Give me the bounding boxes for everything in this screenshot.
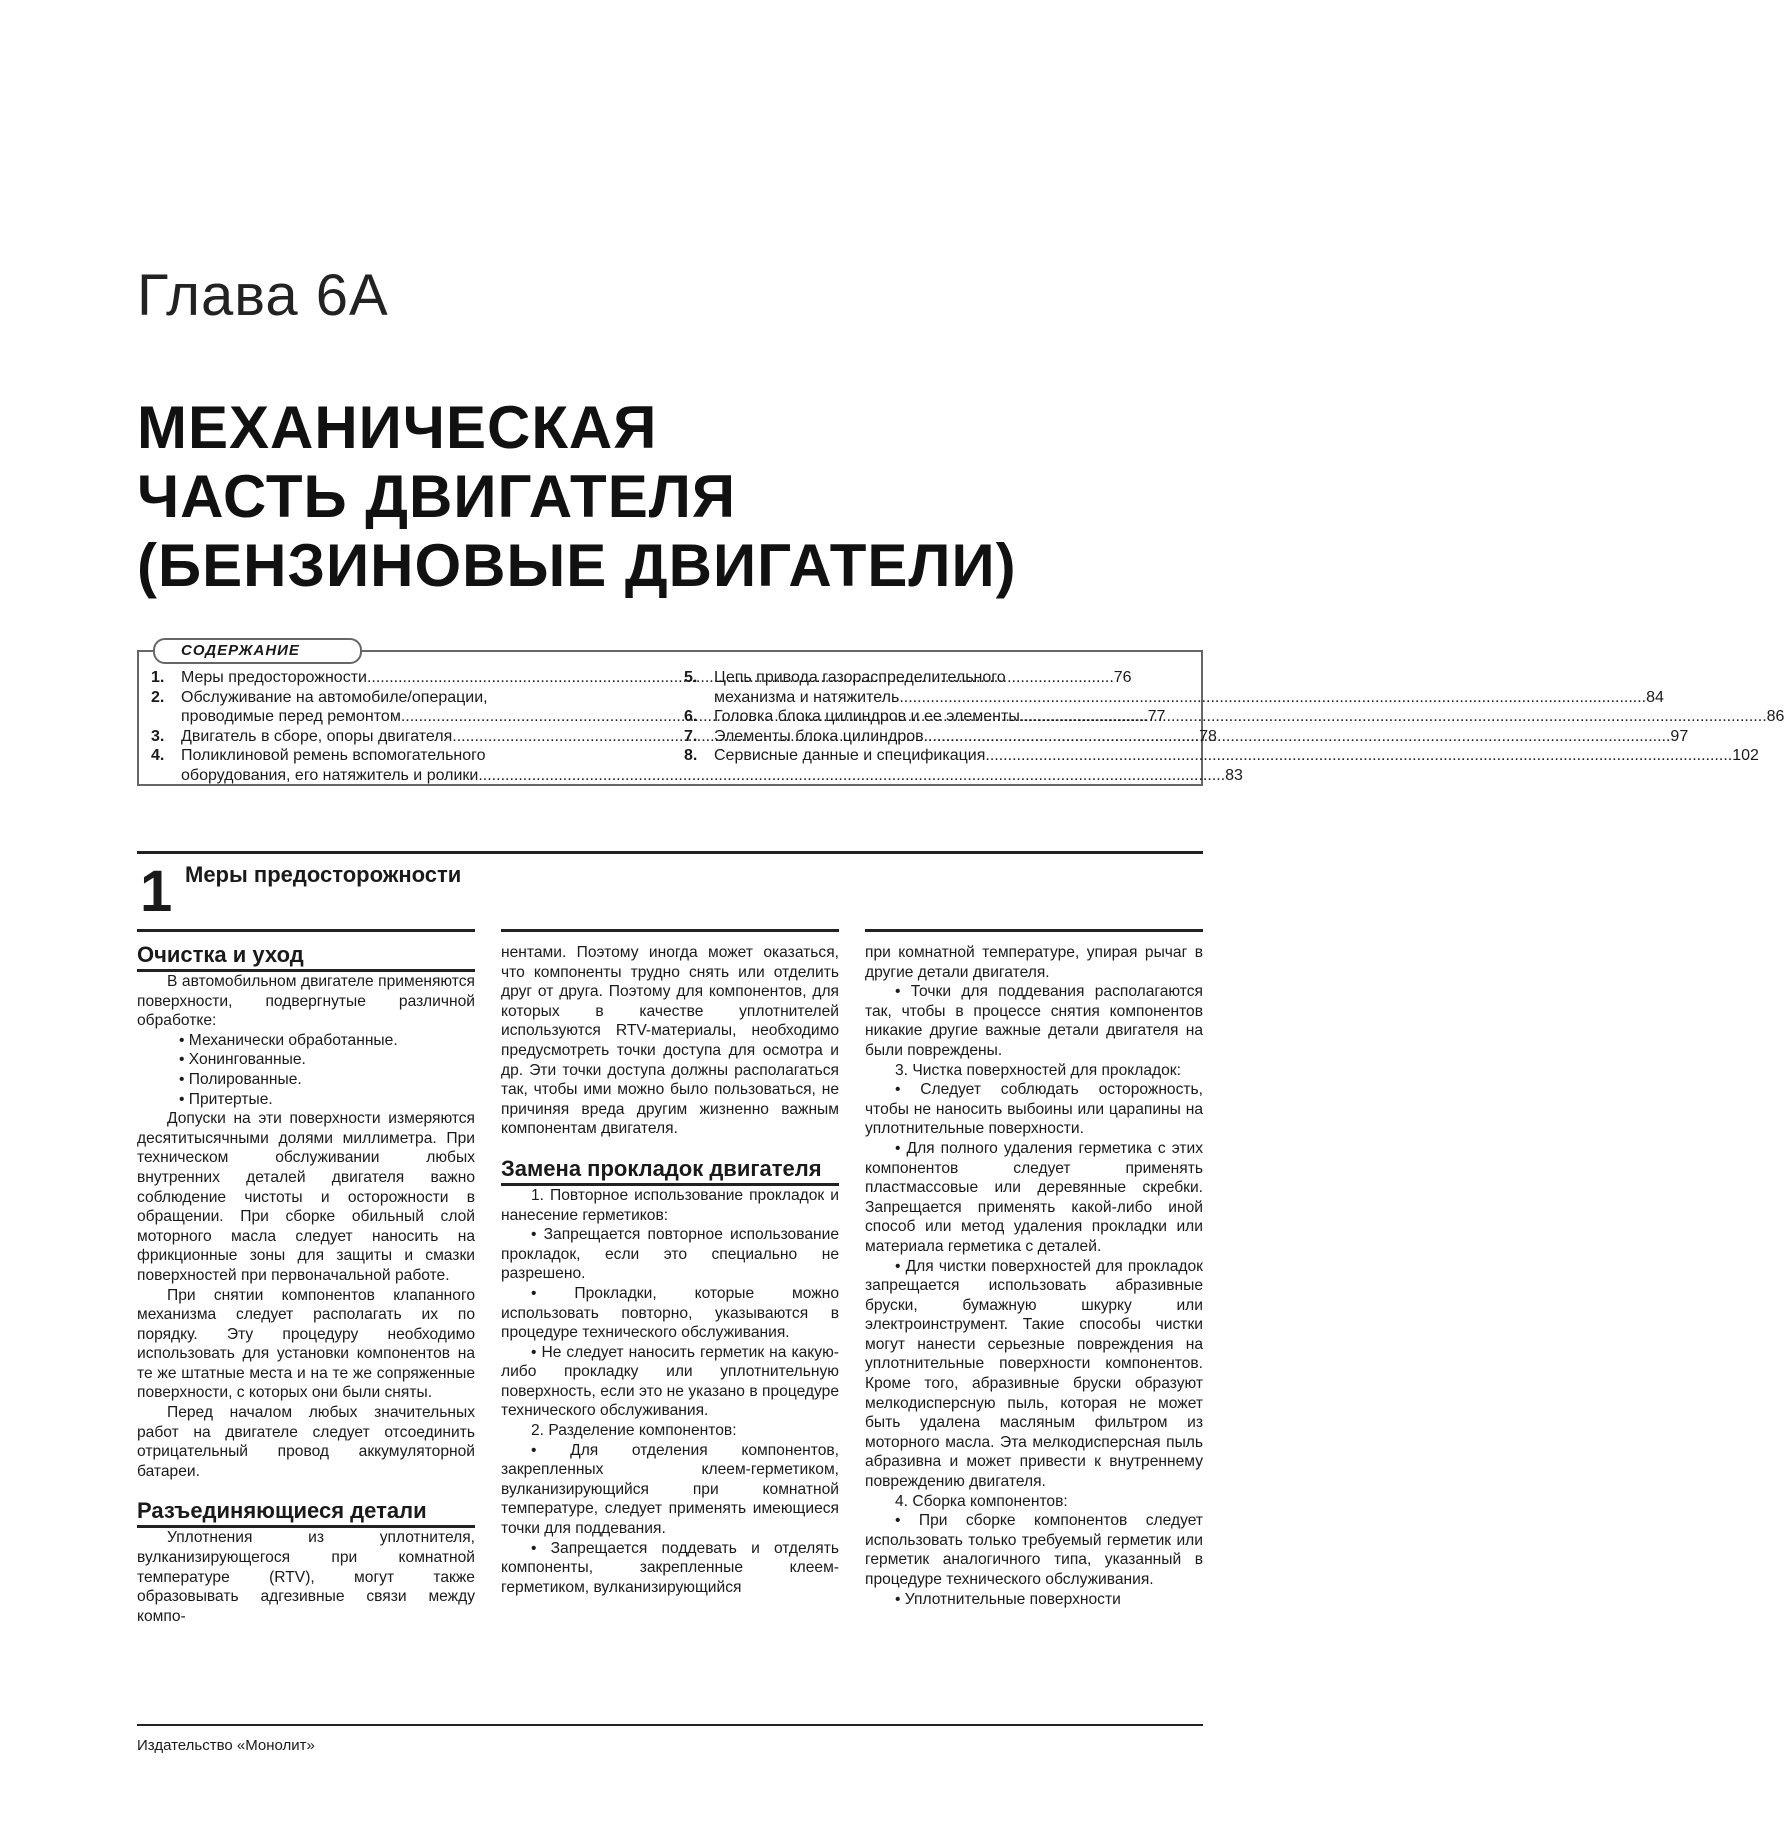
title-line: МЕХАНИЧЕСКАЯ (137, 394, 658, 461)
title-line: (БЕНЗИНОВЫЕ ДВИГАТЕЛИ) (137, 532, 1017, 599)
toc-leader-dots (1020, 707, 1767, 727)
paragraph: • Точки для поддевания располагаются так, чтобы в процессе снятия компонентов никакие другие важные детали двигателя на были повреждены. (865, 983, 1203, 1059)
paragraph: при комнатной температуре, упирая рычаг в другие детали двигателя. (865, 944, 1203, 981)
toc-right-column (684, 668, 1784, 766)
paragraph: • Запрещается поддевать и отделять компоненты, закрепленные клеем-герметиком, вулканизирующийся (501, 1539, 839, 1596)
text-column-1 (137, 943, 475, 1626)
toc-item-number: 3. (151, 727, 165, 745)
toc-item-number: 6. (684, 708, 698, 725)
paragraph: • Запрещается повторное использование прокладок, если это специально не разрешено. (501, 1226, 839, 1283)
title-line: ЧАСТЬ ДВИГАТЕЛЯ (137, 463, 736, 530)
subsection-heading: Разъединяющиеся детали (137, 1499, 475, 1528)
column-rule (501, 929, 839, 932)
toc-page-number: 86 (1766, 708, 1784, 725)
toc-leader-dots (899, 688, 1646, 708)
toc-page-number: 97 (1670, 727, 1689, 745)
paragraph: • Хонингованные. (179, 1051, 306, 1069)
toc-page-number: 77 (1147, 708, 1166, 725)
toc-item-text: Обслуживание на автомобиле/операции, (181, 688, 488, 706)
toc-item-text: механизма и натяжитель (714, 688, 900, 706)
toc-item-text: Головка блока цилиндров и ее элементы (714, 708, 1020, 725)
section-number: 1 (140, 859, 173, 924)
toc-leader-dots (924, 727, 1671, 747)
paragraph: • Прокладки, которые можно использовать повторно, указываются в процедуре технического обслуживания. (501, 1284, 839, 1342)
toc-item-text: проводимые перед ремонтом (181, 708, 401, 725)
toc-page-number: 83 (1225, 766, 1243, 784)
toc-item-number: 5. (684, 669, 698, 686)
paragraph: 2. Разделение компонентов: (531, 1422, 737, 1440)
toc-item-text: Двигатель в сборе, опоры двигателя (181, 727, 453, 745)
toc-item-text: Элементы блока цилиндров (714, 727, 924, 745)
toc-page-number: 102 (1732, 747, 1759, 764)
subsection-heading: Замена прокладок двигателя (501, 1157, 839, 1186)
paragraph: • Для отделения компонентов, закрепленных клеем-герметиком, вулканизирующийся при комнатной температуре, следует применять имеющиеся точки для поддевания. (501, 1441, 839, 1538)
toc-item-number: 8. (684, 747, 698, 764)
toc-item-number: 7. (684, 727, 698, 745)
toc-item (684, 707, 1784, 727)
toc-item-text: оборудования, его натяжитель и ролики (181, 766, 479, 784)
main-title (137, 393, 1017, 600)
toc-item-text: Поликлиновой ремень вспомогательного (181, 747, 486, 764)
toc-page-number: 84 (1646, 688, 1664, 706)
paragraph: Перед началом любых значительных работ на двигателе следует отсоединить отрицательный провод аккумуляторной батареи. (137, 1404, 475, 1480)
toc-item (684, 746, 1759, 766)
paragraph: • Не следует наносить герметик на какую-либо прокладку или уплотнительную поверхность, если это не указано в процедуре технического обслуживания. (501, 1343, 839, 1420)
paragraph: • Механически обработанные. (179, 1031, 398, 1049)
section-rule (137, 851, 1203, 854)
paragraph: При снятии компонентов клапанного механизма следует располагать их по порядку. Эту процедуру необходимо использовать для установки компонентов на те же штатные места и на те же сопряженные поверхности, с которых они были сняты. (137, 1286, 475, 1402)
toc-item-text: Сервисные данные и спецификация (714, 747, 986, 764)
table-of-contents (137, 642, 1784, 786)
paragraph: • Следует соблюдать осторожность, чтобы не наносить выбоины или царапины на уплотнительные поверхности. (865, 1081, 1203, 1138)
toc-item-text: Меры предосторожности (181, 669, 367, 686)
paragraph: Допуски на эти поверхности измеряются десятитысячными долями миллиметра. При техническом обслуживании любых внутренних деталей двигателя важно соблюдение чистоты и осторожности в обращении. При сборке обильный слой моторного масла следует наносить на фрикционные зоны для защиты и смазки поверхностей при первоначальной работе. (137, 1110, 475, 1284)
paragraph: 1. Повторное использование прокладок и нанесение герметиков: (501, 1186, 839, 1224)
toc-heading: СОДЕРЖАНИЕ (153, 638, 362, 664)
paragraph: • Притертые. (179, 1090, 273, 1108)
column-rule (865, 929, 1203, 932)
paragraph: В автомобильном двигателе применяются поверхности, подвергнутые различной обработке: (137, 973, 475, 1030)
spacer (501, 1139, 839, 1157)
toc-leader-dots (478, 766, 1225, 786)
toc-item (684, 668, 1664, 707)
paragraph: Уплотнения из уплотнителя, вулканизирующегося при комнатной температуре (RTV), могут также образовывать адгезивные связи между компо- (137, 1529, 475, 1625)
spacer (137, 1481, 475, 1499)
toc-item-text: Цепь привода газораспределительного (714, 669, 1006, 686)
paragraph: нентами. Поэтому иногда может оказаться, что компоненты трудно снять или отделить друг от друга. Поэтому для компонентов, для которых в качестве уплотнителей используются RTV-материалы, необходимо предусмотреть точки доступа для осмотра и др. Эти точки доступа должны располагаться так, чтобы ими можно было пользоваться, не причиняя вреда другим жизненно важным компонентам двигателя. (501, 944, 839, 1138)
paragraph: 3. Чистка поверхностей для прокладок: (895, 1061, 1181, 1079)
paragraph: • Полированные. (179, 1070, 302, 1088)
toc-leader-dots (985, 746, 1732, 766)
paragraph: • Для полного удаления герметика с этих компонентов следует применять пластмассовые или деревянные скребки. Запрещается применять какой-либо иной способ или метод удаления прокладки или материала герметика с деталей. (865, 1139, 1203, 1255)
chapter-label: Глава 6А (137, 263, 389, 328)
toc-item-number: 1. (151, 669, 165, 686)
paragraph: 4. Сборка компонентов: (895, 1492, 1068, 1510)
publisher-footer: Издательство «Монолит» (137, 1737, 315, 1754)
paragraph: • При сборке компонентов следует использовать только требуемый герметик или герметик аналогичного типа, указанный в процедуре технического обслуживания. (865, 1512, 1203, 1588)
footer-rule (137, 1724, 1203, 1726)
paragraph: • Для чистки поверхностей для прокладок запрещается использовать абразивные бруски, бумажную шкурку или электроинструмент. Такие способы чистки могут нанести серьезные повреждения на уплотнительные поверхности компонентов. Кроме того, абразивные бруски образуют мелкодисперсную пыль, которая не может быть удалена масляным фильтром из моторного масла. Эта мелкодисперсная пыль абразивна и может привести к внутреннему повреждению двигателя. (865, 1257, 1203, 1491)
paragraph: • Уплотнительные поверхности (895, 1590, 1121, 1608)
subsection-heading: Очистка и уход (137, 943, 475, 972)
toc-page-number: 78 (1199, 727, 1217, 745)
text-column-2 (501, 943, 839, 1597)
column-rule (137, 929, 475, 932)
toc-page-number: 76 (1113, 669, 1132, 686)
section-title: Меры предосторожности (185, 862, 462, 887)
toc-item-number: 2. (151, 688, 165, 706)
text-column-3 (865, 943, 1203, 1609)
toc-item-number: 4. (151, 747, 165, 764)
